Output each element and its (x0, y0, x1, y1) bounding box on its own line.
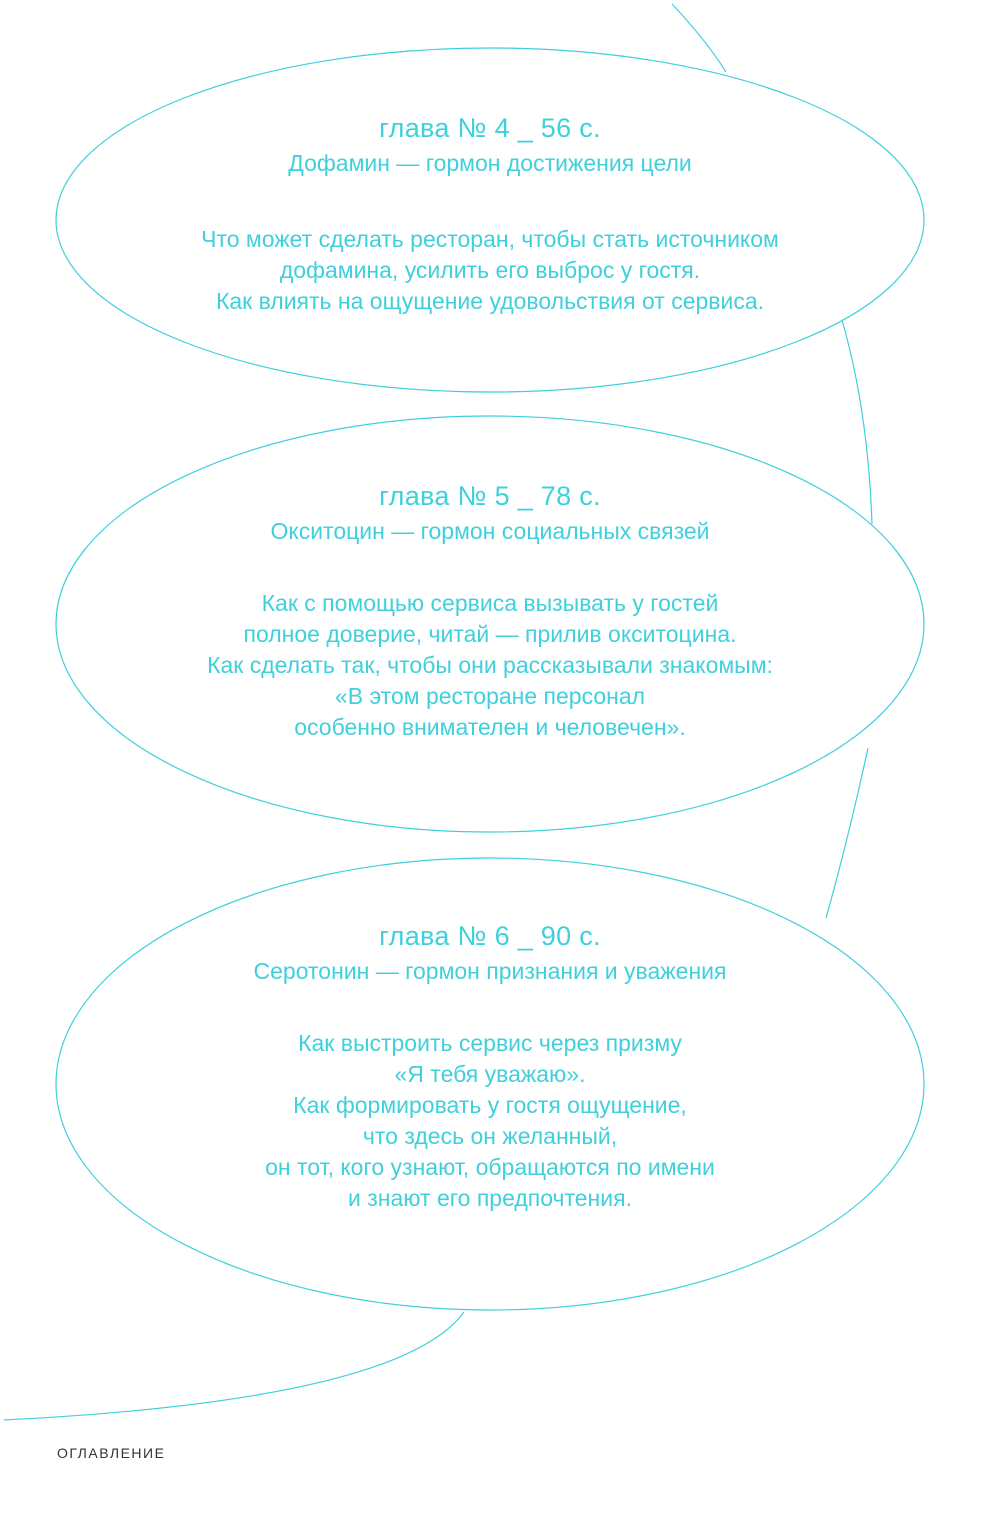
chapter-subtitle: Дофамин — гормон достижения цели (288, 150, 692, 176)
description-line: полное доверие, читай — прилив окситоцина. (243, 621, 737, 647)
description-line: «В этом ресторане персонал (334, 683, 646, 709)
description-line: Как выстроить сервис через призму (298, 1030, 682, 1056)
chapter-subtitle: Окситоцин — гормон социальных связей (270, 518, 710, 544)
description-line: особенно внимателен и человечен». (294, 714, 686, 740)
section-label-contents: ОГЛАВЛЕНИЕ (57, 1445, 166, 1461)
chapter-title: глава № 6 _ 90 с. (379, 921, 601, 951)
chapter-6-entry[interactable] (90, 918, 890, 1214)
description-line: Как влиять на ощущение удовольствия от сервиса. (215, 288, 765, 314)
description-line: что здесь он желанный, (362, 1123, 618, 1149)
connecting-curve-bottom (4, 1312, 464, 1420)
description-line: дофамина, усилить его выброс у гостя. (279, 257, 701, 283)
chapter-description (90, 588, 890, 743)
description-line: Как формировать у гостя ощущение, (293, 1092, 687, 1118)
description-line: Как сделать так, чтобы они рассказывали знакомым: (207, 652, 773, 678)
chapter-description (90, 224, 890, 317)
description-line: Как с помощью сервиса вызывать у гостей (261, 590, 719, 616)
chapter-4-entry[interactable] (90, 110, 890, 317)
connecting-curve-top (672, 4, 726, 72)
description-line: «Я тебя уважаю». (394, 1061, 586, 1087)
description-line: и знают его предпочтения. (348, 1185, 632, 1211)
chapter-subtitle: Серотонин — гормон признания и уважения (253, 958, 727, 984)
chapter-title: глава № 4 _ 56 с. (379, 113, 601, 143)
chapter-5-entry[interactable] (90, 478, 890, 743)
chapter-description (90, 1028, 890, 1214)
description-line: он тот, кого узнают, обращаются по имени (265, 1154, 715, 1180)
connecting-curve-right-lower (826, 748, 868, 918)
description-line: Что может сделать ресторан, чтобы стать источником (201, 226, 779, 252)
chapter-title: глава № 5 _ 78 с. (379, 481, 601, 511)
